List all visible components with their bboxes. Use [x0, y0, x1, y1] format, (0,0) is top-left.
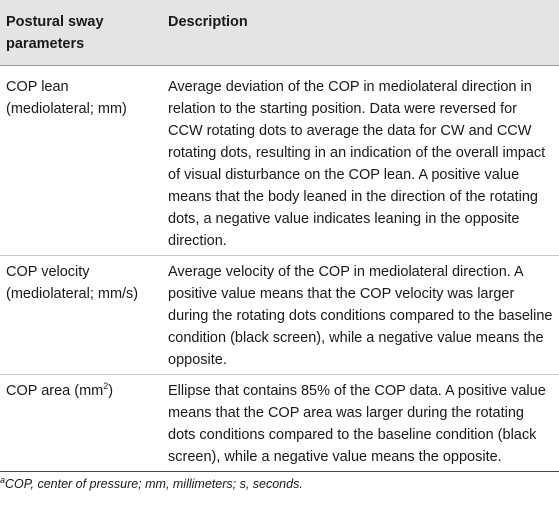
footnote-text: COP, center of pressure; mm, millimeters; s, seconds.: [5, 477, 303, 491]
header-parameters: Postural sway parameters: [6, 14, 104, 52]
parameter-cell: [0, 375, 162, 472]
table-row: [0, 66, 559, 256]
header-row: [0, 0, 559, 66]
description-cell: Ellipse that contains 85% of the COP data. A positive value means that the COP area was larger during the rotating dots conditions compared to the baseline condition (black screen), while a negative value means the opposite.: [168, 383, 546, 465]
parameter-cell: COP lean (mediolateral; mm): [6, 79, 127, 117]
table-row: [0, 256, 559, 375]
table-row: [0, 375, 559, 472]
footnote-marker: a: [0, 474, 6, 485]
superscript-exponent: 2: [103, 381, 109, 392]
parameter-text: COP area (mm: [6, 383, 104, 399]
parameter-cell: COP velocity (mediolateral; mm/s): [6, 264, 139, 302]
header-description: Description: [168, 14, 248, 30]
table-header: [0, 0, 559, 66]
description-cell: Average deviation of the COP in mediolateral direction in relation to the starting position. Data were reversed for CCW rotating dots to average the data for CW and CCW rotating dots, resulting in an indication of the overall impact of visual disturbance on the COP lean. A positive value means that the body leaned in the direction of the rotating dots, a negative value indicates leaning in the opposite direction.: [168, 79, 546, 249]
table-body: [0, 66, 559, 472]
table-footnote: [0, 474, 303, 491]
description-cell: Average velocity of the COP in mediolateral direction. A positive value means that the COP velocity was larger during the rotating dots conditions compared to the baseline condition (black screen), while a negative value means the opposite.: [168, 264, 553, 368]
parameter-text-suffix: ): [108, 383, 114, 399]
